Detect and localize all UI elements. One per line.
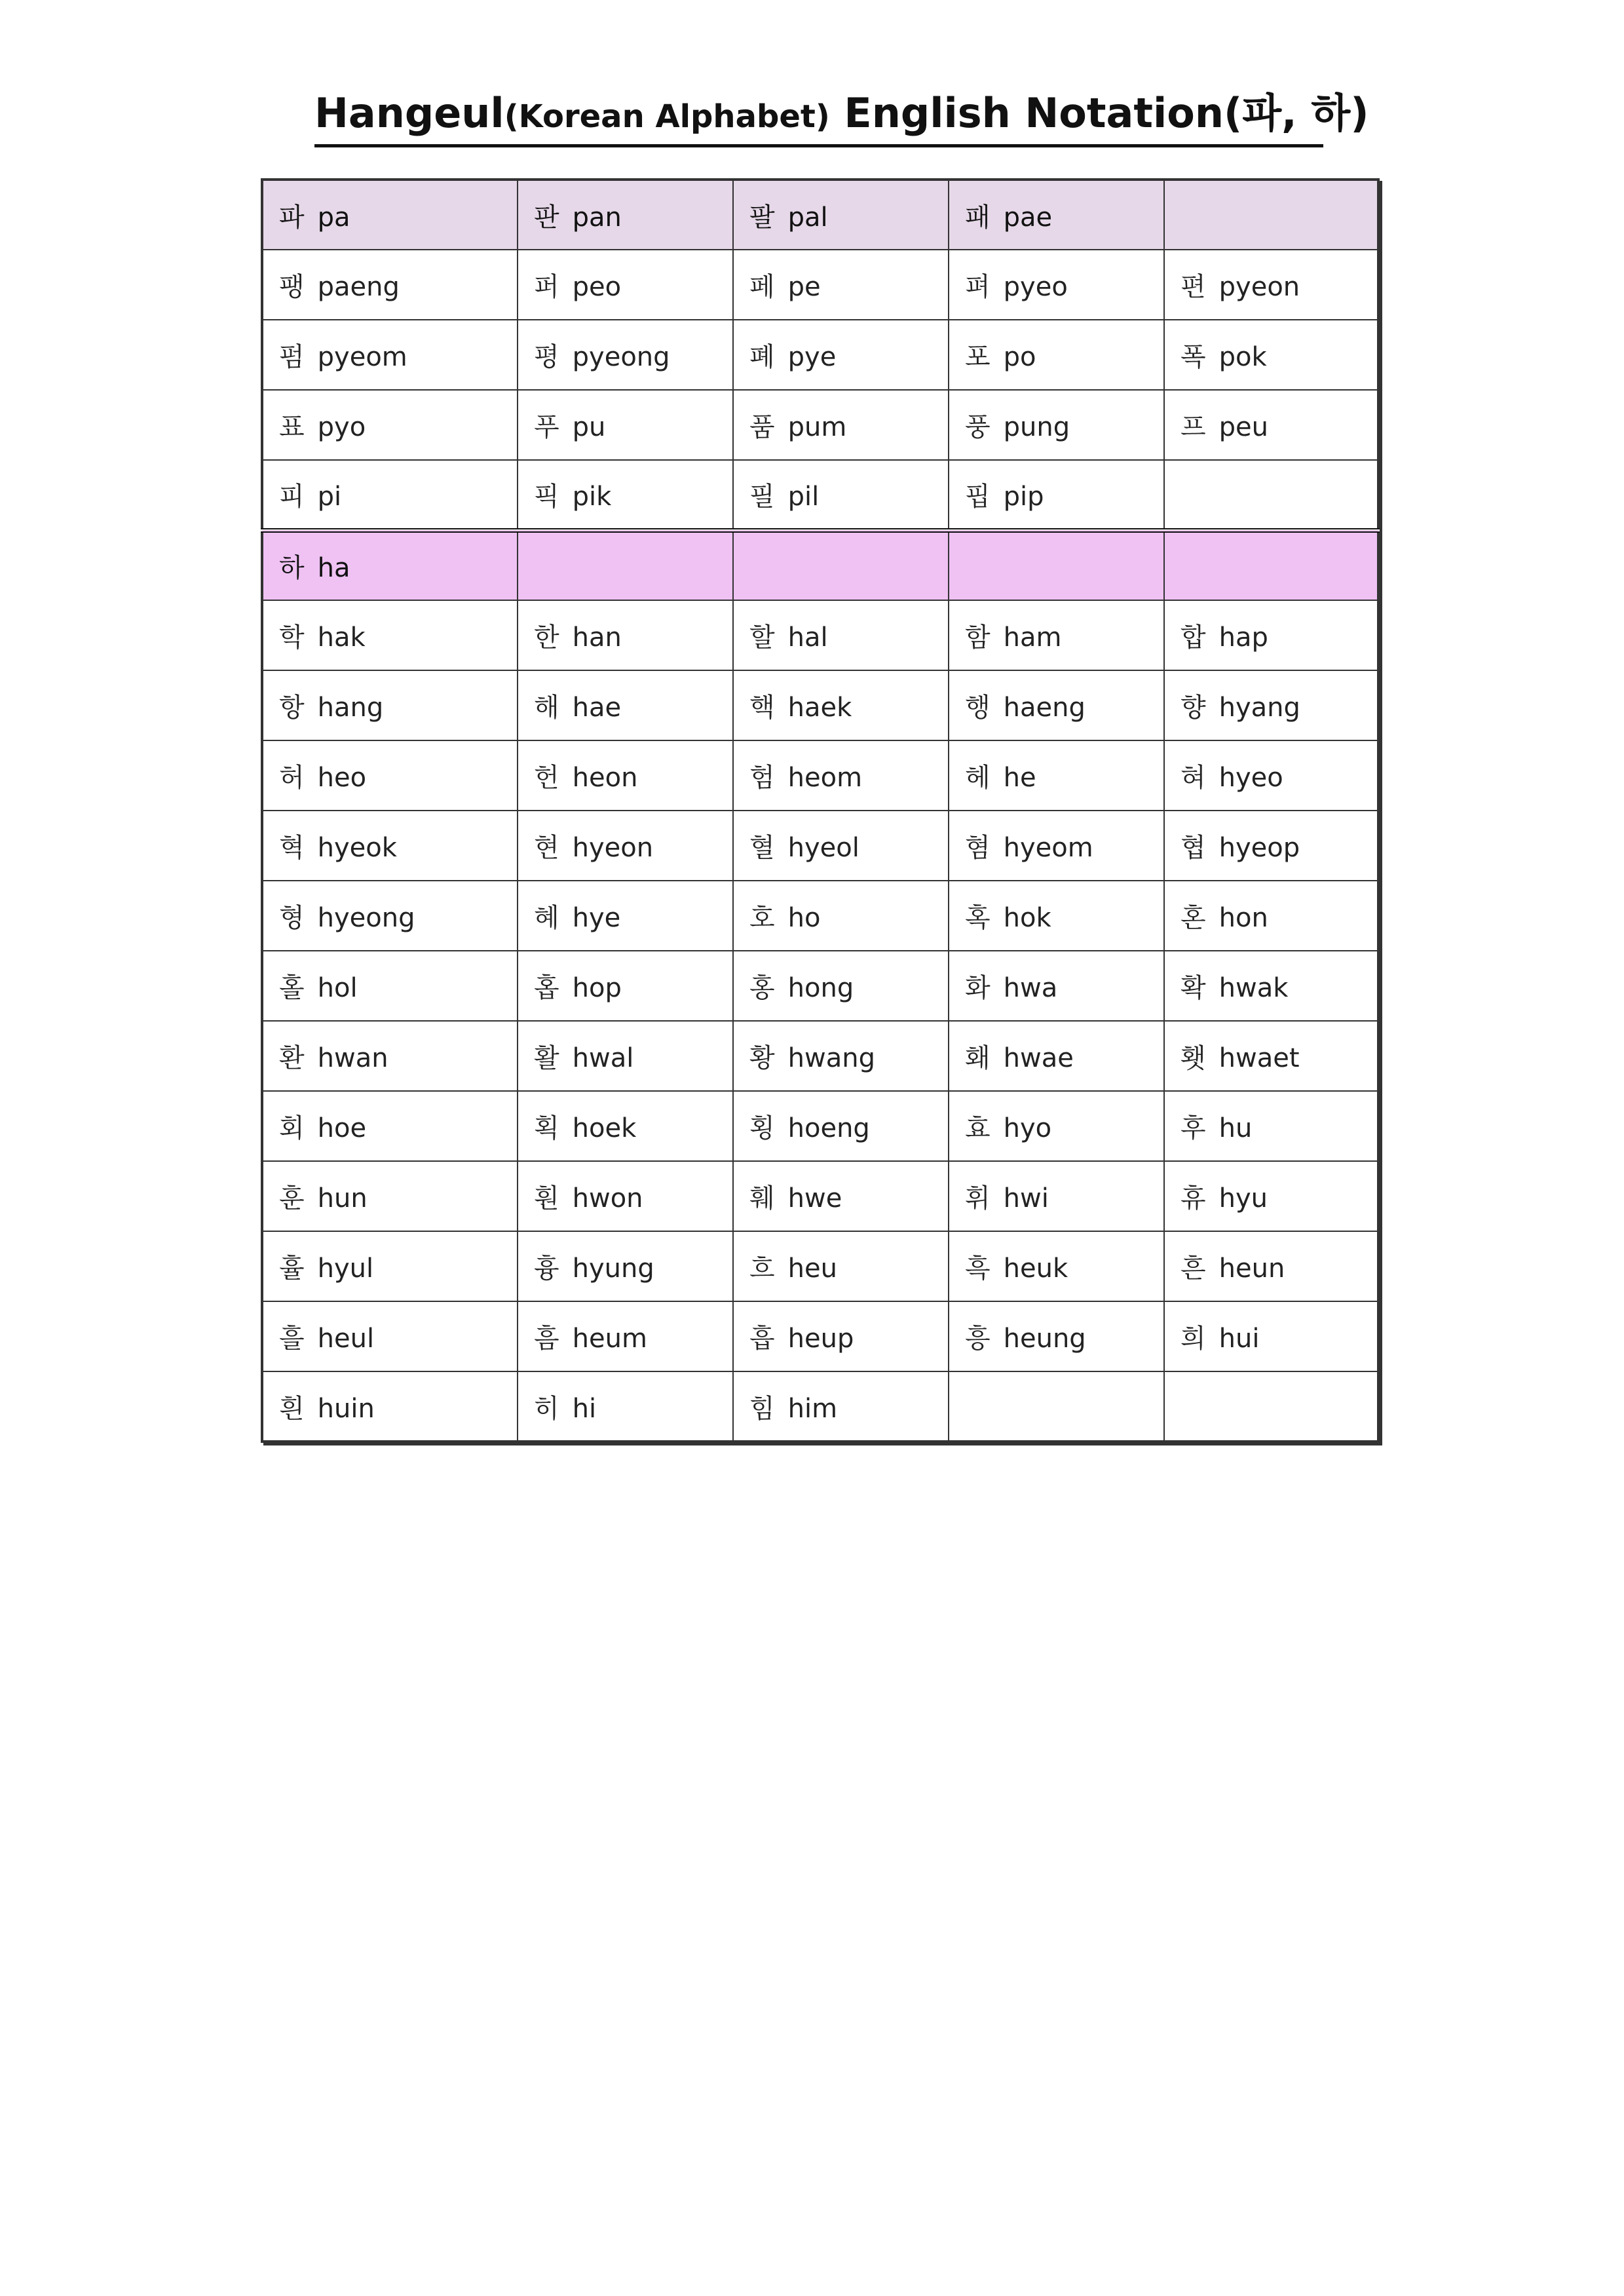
- table-row: [262, 670, 1378, 740]
- hangeul-syllable: 획: [534, 1113, 559, 1143]
- table-row: [262, 390, 1378, 460]
- hangeul-syllable: 횡: [749, 1113, 775, 1143]
- table-cell: [733, 460, 949, 530]
- hangeul-syllable: 픽: [534, 481, 559, 512]
- romanization: hyeok: [317, 833, 397, 863]
- romanization: hi: [572, 1393, 597, 1424]
- table-row: [262, 1021, 1378, 1091]
- hangeul-syllable: 흑: [965, 1253, 991, 1284]
- table-cell: [733, 250, 949, 320]
- hangeul-syllable: 합: [1180, 622, 1206, 653]
- hangeul-syllable: 히: [534, 1393, 559, 1424]
- table-cell: [1164, 670, 1378, 740]
- table-cell: [262, 1231, 518, 1301]
- romanization: hyang: [1218, 693, 1300, 723]
- hangeul-syllable: 핵: [749, 693, 775, 723]
- table-cell: [1164, 460, 1378, 530]
- table-cell: [262, 530, 518, 600]
- romanization: po: [1003, 342, 1036, 372]
- hangeul-syllable: 피: [279, 481, 305, 512]
- hangeul-syllable: 활: [534, 1043, 559, 1073]
- table-row: [262, 811, 1378, 881]
- table-cell: [733, 1231, 949, 1301]
- hangeul-syllable: 평: [534, 342, 559, 372]
- hangeul-syllable: 흡: [749, 1324, 775, 1354]
- table-cell: [1164, 1371, 1378, 1442]
- table-cell: [949, 1161, 1164, 1231]
- romanization: hwi: [1003, 1183, 1049, 1214]
- romanization: pyeo: [1003, 272, 1068, 302]
- hangeul-syllable: 페: [749, 272, 775, 302]
- hangeul-syllable: 화: [965, 973, 991, 1003]
- table-cell: [1164, 390, 1378, 460]
- hangeul-syllable: 휘: [965, 1183, 991, 1214]
- table-row: [262, 881, 1378, 951]
- romanization: pil: [787, 481, 820, 512]
- romanization: hwang: [787, 1043, 875, 1073]
- romanization: hap: [1218, 622, 1268, 653]
- table-cell: [949, 811, 1164, 881]
- romanization: heun: [1218, 1253, 1285, 1284]
- table-cell: [733, 1091, 949, 1161]
- hangeul-syllable: 필: [749, 481, 775, 512]
- romanization: hun: [317, 1183, 368, 1214]
- romanization: he: [1003, 763, 1036, 793]
- table-cell: [949, 390, 1164, 460]
- title-english-notation: English Notation(파, 하): [829, 89, 1369, 137]
- table-cell: [262, 740, 518, 811]
- romanization: pi: [317, 481, 342, 512]
- table-cell: [949, 1371, 1164, 1442]
- table-cell: [1164, 1161, 1378, 1231]
- table-cell: [1164, 811, 1378, 881]
- table-cell: [733, 740, 949, 811]
- romanization: ham: [1003, 622, 1062, 653]
- hangeul-syllable: 파: [279, 202, 305, 233]
- romanization: huin: [317, 1393, 375, 1424]
- romanization: hyu: [1218, 1183, 1268, 1214]
- table-cell: [262, 811, 518, 881]
- romanization: hwa: [1003, 973, 1058, 1003]
- table-cell: [518, 250, 733, 320]
- table-cell: [518, 670, 733, 740]
- table-row: [262, 1091, 1378, 1161]
- title-hangeul: Hangeul: [314, 89, 504, 137]
- hangeul-syllable: 흉: [534, 1253, 559, 1284]
- romanization: hoeng: [787, 1113, 870, 1143]
- hangeul-syllable: 행: [965, 693, 991, 723]
- hangeul-syllable: 형: [279, 903, 305, 933]
- romanization: pan: [572, 202, 622, 233]
- table-cell: [262, 1301, 518, 1371]
- hangeul-syllable: 호: [749, 903, 775, 933]
- romanization: hyeom: [1003, 833, 1093, 863]
- table-cell: [949, 1301, 1164, 1371]
- romanization: pip: [1003, 481, 1044, 512]
- hangeul-syllable: 희: [1180, 1324, 1206, 1354]
- romanization: hon: [1218, 903, 1268, 933]
- hangeul-syllable: 허: [279, 763, 305, 793]
- hangeul-syllable: 할: [749, 622, 775, 653]
- table-row: [262, 460, 1378, 530]
- page-title: [314, 77, 1369, 149]
- hangeul-syllable: 회: [279, 1113, 305, 1143]
- table-row: [262, 1161, 1378, 1231]
- romanization: pu: [572, 412, 606, 442]
- title-korean-alphabet: (Korean Alphabet): [504, 98, 830, 135]
- romanization: ho: [787, 903, 821, 933]
- table-cell: [733, 600, 949, 670]
- romanization: hak: [317, 622, 366, 653]
- hangeul-syllable: 함: [965, 622, 991, 653]
- hangeul-syllable: 혈: [749, 833, 775, 863]
- romanization: hwon: [572, 1183, 643, 1214]
- hangeul-syllable: 혀: [1180, 763, 1206, 793]
- hangeul-syllable: 현: [534, 833, 559, 863]
- table-cell: [262, 600, 518, 670]
- table-cell: [733, 1371, 949, 1442]
- table-cell: [949, 1021, 1164, 1091]
- romanization: heon: [572, 763, 638, 793]
- romanization: hui: [1218, 1324, 1260, 1354]
- notation-table-body: [262, 180, 1378, 1442]
- section-header-pa: [262, 180, 1378, 250]
- table-cell: [949, 460, 1164, 530]
- hangeul-syllable: 혁: [279, 833, 305, 863]
- hangeul-syllable: 힘: [749, 1393, 775, 1424]
- romanization: pa: [317, 202, 350, 233]
- romanization: pye: [787, 342, 837, 372]
- romanization: han: [572, 622, 622, 653]
- table-row: [262, 1301, 1378, 1371]
- table-cell: [1164, 1301, 1378, 1371]
- table-cell: [733, 180, 949, 250]
- table-cell: [1164, 530, 1378, 600]
- hangeul-syllable: 홀: [279, 973, 305, 1003]
- table-cell: [262, 390, 518, 460]
- table-cell: [949, 670, 1164, 740]
- hangeul-syllable: 폭: [1180, 342, 1206, 372]
- hangeul-syllable: 홰: [965, 1043, 991, 1073]
- hangeul-syllable: 품: [749, 412, 775, 442]
- table-cell: [733, 881, 949, 951]
- hangeul-syllable: 헤: [965, 763, 991, 793]
- romanization: hwal: [572, 1043, 634, 1073]
- romanization: haeng: [1003, 693, 1086, 723]
- hangeul-syllable: 표: [279, 412, 305, 442]
- romanization: hop: [572, 973, 622, 1003]
- hangeul-syllable: 흔: [1180, 1253, 1206, 1284]
- romanization: pyo: [317, 412, 366, 442]
- hangeul-syllable: 헌: [534, 763, 559, 793]
- romanization: pyeong: [572, 342, 670, 372]
- table-cell: [949, 320, 1164, 390]
- table-row: [262, 1371, 1378, 1442]
- romanization: heup: [787, 1324, 854, 1354]
- table-cell: [518, 1371, 733, 1442]
- table-cell: [518, 460, 733, 530]
- romanization: heung: [1003, 1324, 1086, 1354]
- romanization: heo: [317, 763, 367, 793]
- hangeul-syllable: 포: [965, 342, 991, 372]
- romanization: peo: [572, 272, 622, 302]
- hangeul-syllable: 훼: [749, 1183, 775, 1214]
- romanization: pum: [787, 412, 847, 442]
- table-cell: [949, 180, 1164, 250]
- table-cell: [733, 1301, 949, 1371]
- romanization: hae: [572, 693, 622, 723]
- romanization: peu: [1218, 412, 1268, 442]
- romanization: hyeon: [572, 833, 654, 863]
- hangeul-syllable: 판: [534, 202, 559, 233]
- hangeul-syllable: 협: [1180, 833, 1206, 863]
- table-cell: [518, 530, 733, 600]
- romanization: hoe: [317, 1113, 367, 1143]
- table-cell: [518, 1301, 733, 1371]
- table-cell: [1164, 1231, 1378, 1301]
- table-cell: [262, 1091, 518, 1161]
- romanization: hwak: [1218, 973, 1289, 1003]
- hangeul-syllable: 풍: [965, 412, 991, 442]
- table-cell: [518, 320, 733, 390]
- romanization: hyo: [1003, 1113, 1052, 1143]
- section-header-ha: [262, 530, 1378, 600]
- hangeul-syllable: 홉: [534, 973, 559, 1003]
- romanization: heul: [317, 1324, 375, 1354]
- hangeul-syllable: 프: [1180, 412, 1206, 442]
- hangeul-syllable: 효: [965, 1113, 991, 1143]
- romanization: paeng: [317, 272, 400, 302]
- hangeul-syllable: 홍: [749, 973, 775, 1003]
- romanization: hwae: [1003, 1043, 1074, 1073]
- hangeul-syllable: 펴: [965, 272, 991, 302]
- hangeul-syllable: 황: [749, 1043, 775, 1073]
- table-cell: [949, 951, 1164, 1021]
- hangeul-syllable: 한: [534, 622, 559, 653]
- hangeul-syllable: 흐: [749, 1253, 775, 1284]
- romanization: hyeong: [317, 903, 415, 933]
- hangeul-syllable: 흘: [279, 1324, 305, 1354]
- table-cell: [518, 1161, 733, 1231]
- romanization: hyeop: [1218, 833, 1300, 863]
- table-cell: [1164, 881, 1378, 951]
- table-cell: [262, 881, 518, 951]
- hangeul-syllable: 팔: [749, 202, 775, 233]
- romanization: hu: [1218, 1113, 1253, 1143]
- hangeul-syllable: 패: [965, 202, 991, 233]
- romanization: hang: [317, 693, 384, 723]
- table-cell: [518, 881, 733, 951]
- table-cell: [262, 250, 518, 320]
- romanization: heum: [572, 1324, 647, 1354]
- table-cell: [949, 600, 1164, 670]
- table-cell: [1164, 180, 1378, 250]
- table-cell: [518, 951, 733, 1021]
- table-cell: [949, 250, 1164, 320]
- romanization: heom: [787, 763, 863, 793]
- romanization: pyeon: [1218, 272, 1300, 302]
- title-underline: [314, 144, 1323, 147]
- table-cell: [262, 1021, 518, 1091]
- table-cell: [1164, 320, 1378, 390]
- hangeul-syllable: 혹: [965, 903, 991, 933]
- table-cell: [733, 390, 949, 460]
- table-cell: [518, 180, 733, 250]
- table-cell: [1164, 250, 1378, 320]
- hangeul-syllable: 학: [279, 622, 305, 653]
- table-cell: [262, 670, 518, 740]
- hangeul-syllable: 험: [749, 763, 775, 793]
- hangeul-syllable: 핍: [965, 481, 991, 512]
- romanization: hwaet: [1218, 1043, 1300, 1073]
- table-cell: [262, 460, 518, 530]
- hangeul-syllable: 휴: [1180, 1183, 1206, 1214]
- table-cell: [733, 1161, 949, 1231]
- table-cell: [1164, 1091, 1378, 1161]
- hangeul-syllable: 훤: [534, 1183, 559, 1214]
- hangeul-syllable: 펌: [279, 342, 305, 372]
- romanization: hyung: [572, 1253, 654, 1284]
- table-cell: [518, 811, 733, 881]
- romanization: heuk: [1003, 1253, 1068, 1284]
- table-cell: [262, 1161, 518, 1231]
- table-cell: [733, 1021, 949, 1091]
- romanization: hyul: [317, 1253, 374, 1284]
- romanization: pok: [1218, 342, 1267, 372]
- hangeul-syllable: 폐: [749, 342, 775, 372]
- romanization: hwe: [787, 1183, 842, 1214]
- romanization: him: [787, 1393, 838, 1424]
- table-cell: [262, 180, 518, 250]
- table-cell: [949, 740, 1164, 811]
- table-cell: [733, 320, 949, 390]
- table-cell: [518, 740, 733, 811]
- hangeul-syllable: 훈: [279, 1183, 305, 1214]
- table-cell: [1164, 740, 1378, 811]
- hangeul-syllable: 확: [1180, 973, 1206, 1003]
- table-row: [262, 740, 1378, 811]
- notation-table: [261, 178, 1380, 1443]
- table-cell: [518, 390, 733, 460]
- romanization: hong: [787, 973, 854, 1003]
- table-row: [262, 320, 1378, 390]
- hangeul-syllable: 항: [279, 693, 305, 723]
- hangeul-syllable: 팽: [279, 272, 305, 302]
- romanization: hal: [787, 622, 828, 653]
- romanization: hyeo: [1218, 763, 1283, 793]
- table-cell: [518, 1231, 733, 1301]
- table-row: [262, 250, 1378, 320]
- table-cell: [262, 951, 518, 1021]
- hangeul-syllable: 흥: [965, 1324, 991, 1354]
- hangeul-syllable: 하: [279, 553, 305, 584]
- hangeul-syllable: 횃: [1180, 1043, 1206, 1073]
- romanization: pal: [787, 202, 828, 233]
- romanization: pung: [1003, 412, 1070, 442]
- romanization: hol: [317, 973, 358, 1003]
- table-row: [262, 951, 1378, 1021]
- hangeul-syllable: 퍼: [534, 272, 559, 302]
- table-cell: [949, 530, 1164, 600]
- hangeul-syllable: 휼: [279, 1253, 305, 1284]
- table-cell: [518, 600, 733, 670]
- romanization: haek: [787, 693, 852, 723]
- hangeul-syllable: 흰: [279, 1393, 305, 1424]
- romanization: hwan: [317, 1043, 388, 1073]
- romanization: hoek: [572, 1113, 637, 1143]
- romanization: heu: [787, 1253, 837, 1284]
- table-cell: [733, 670, 949, 740]
- romanization: hok: [1003, 903, 1051, 933]
- romanization: pik: [572, 481, 612, 512]
- table-cell: [733, 530, 949, 600]
- romanization: pyeom: [317, 342, 407, 372]
- table-cell: [949, 881, 1164, 951]
- table-cell: [1164, 600, 1378, 670]
- table-row: [262, 600, 1378, 670]
- hangeul-syllable: 혜: [534, 903, 559, 933]
- hangeul-syllable: 향: [1180, 693, 1206, 723]
- hangeul-syllable: 혼: [1180, 903, 1206, 933]
- hangeul-syllable: 편: [1180, 272, 1206, 302]
- romanization: hye: [572, 903, 621, 933]
- table-cell: [1164, 1021, 1378, 1091]
- romanization: pae: [1003, 202, 1053, 233]
- hangeul-syllable: 해: [534, 693, 559, 723]
- hangeul-syllable: 환: [279, 1043, 305, 1073]
- table-cell: [949, 1231, 1164, 1301]
- table-cell: [733, 811, 949, 881]
- table-cell: [949, 1091, 1164, 1161]
- hangeul-syllable: 혐: [965, 833, 991, 863]
- hangeul-syllable: 흠: [534, 1324, 559, 1354]
- romanization: ha: [317, 553, 350, 584]
- hangeul-syllable: 푸: [534, 412, 559, 442]
- table-cell: [1164, 951, 1378, 1021]
- hangeul-syllable: 후: [1180, 1113, 1206, 1143]
- table-cell: [733, 951, 949, 1021]
- romanization: pe: [787, 272, 821, 302]
- table-cell: [262, 1371, 518, 1442]
- table-cell: [518, 1091, 733, 1161]
- romanization: hyeol: [787, 833, 859, 863]
- table-cell: [262, 320, 518, 390]
- table-row: [262, 1231, 1378, 1301]
- table-cell: [518, 1021, 733, 1091]
